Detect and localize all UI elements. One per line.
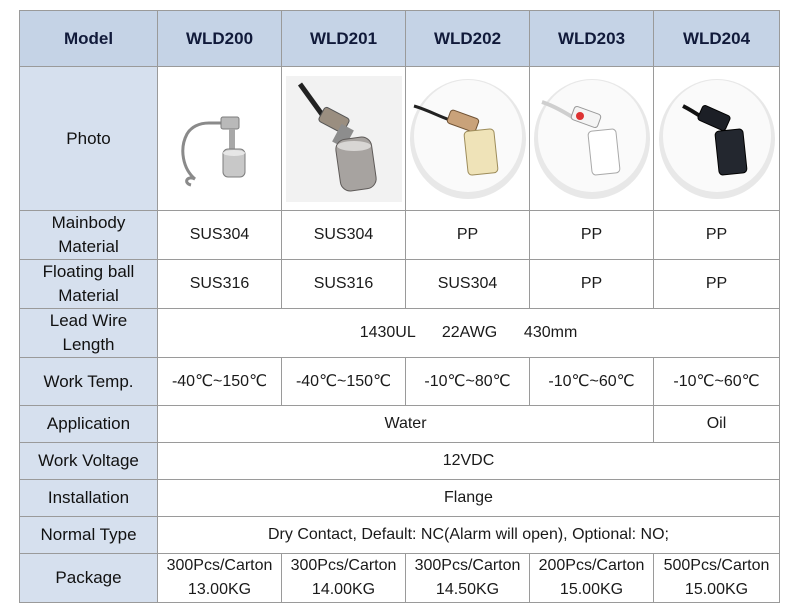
package-value	[530, 554, 654, 603]
mainbody-value: SUS304	[282, 211, 406, 260]
photo-row	[20, 67, 780, 211]
lead-wire-label	[20, 309, 158, 358]
work-temp-row	[20, 358, 780, 406]
package-carton: 200Pcs/Carton	[538, 557, 645, 574]
work-temp-label: Work Temp.	[20, 358, 158, 406]
lead-wire-label-line1: Lead Wire	[49, 311, 128, 330]
model-header-wld203: WLD203	[530, 11, 654, 67]
work-temp-value: -40℃~150℃	[282, 358, 406, 406]
header-row	[20, 11, 780, 67]
application-row	[20, 406, 780, 443]
model-header: Model	[20, 11, 158, 67]
package-value	[406, 554, 530, 603]
floating-ball-label	[20, 260, 158, 309]
mainbody-value: PP	[654, 211, 780, 260]
application-label: Application	[20, 406, 158, 443]
work-voltage-label: Work Voltage	[20, 443, 158, 480]
package-weight: 14.00KG	[311, 581, 376, 598]
package-value	[282, 554, 406, 603]
package-value	[654, 554, 780, 603]
package-carton: 300Pcs/Carton	[414, 557, 521, 574]
model-header-wld200: WLD200	[158, 11, 282, 67]
mainbody-row	[20, 211, 780, 260]
model-header-wld202: WLD202	[406, 11, 530, 67]
installation-value: Flange	[158, 480, 780, 517]
package-row	[20, 554, 780, 603]
floating-ball-row	[20, 260, 780, 309]
float-switch-image	[408, 76, 528, 202]
float-switch-image	[532, 76, 652, 202]
floating-ball-value: SUS304	[406, 260, 530, 309]
work-temp-value: -10℃~80℃	[406, 358, 530, 406]
package-carton: 500Pcs/Carton	[663, 557, 770, 574]
spec-table	[19, 10, 780, 603]
float-switch-image	[165, 79, 275, 199]
lead-wire-label-line2: Length	[62, 335, 115, 354]
float-switch-image	[657, 76, 777, 202]
normal-type-row	[20, 517, 780, 554]
floating-ball-value: PP	[530, 260, 654, 309]
work-voltage-value: 12VDC	[158, 443, 780, 480]
normal-type-label: Normal Type	[20, 517, 158, 554]
photo-label: Photo	[20, 67, 158, 211]
floating-ball-label-line2: Material	[58, 286, 119, 305]
work-temp-value: -10℃~60℃	[654, 358, 780, 406]
lead-wire-row	[20, 309, 780, 358]
float-switch-image	[286, 76, 402, 202]
photo-wld202	[406, 67, 530, 211]
lead-wire-value: 1430UL 22AWG 430mm	[158, 309, 780, 358]
work-temp-value: -10℃~60℃	[530, 358, 654, 406]
package-weight: 15.00KG	[559, 581, 624, 598]
photo-wld201	[282, 67, 406, 211]
mainbody-label-line2: Material	[58, 237, 119, 256]
package-carton: 300Pcs/Carton	[290, 557, 397, 574]
floating-ball-value: PP	[654, 260, 780, 309]
work-temp-value: -40℃~150℃	[158, 358, 282, 406]
mainbody-value: SUS304	[158, 211, 282, 260]
normal-type-value: Dry Contact, Default: NC(Alarm will open), Optional: NO;	[158, 517, 780, 554]
mainbody-label-line1: Mainbody	[51, 213, 126, 232]
photo-wld200	[158, 67, 282, 211]
package-carton: 300Pcs/Carton	[166, 557, 273, 574]
photo-wld204	[654, 67, 780, 211]
application-value-water: Water	[158, 406, 654, 443]
installation-row	[20, 480, 780, 517]
work-voltage-row	[20, 443, 780, 480]
mainbody-value: PP	[406, 211, 530, 260]
package-weight: 14.50KG	[435, 581, 500, 598]
package-weight: 15.00KG	[684, 581, 749, 598]
floating-ball-value: SUS316	[158, 260, 282, 309]
floating-ball-value: SUS316	[282, 260, 406, 309]
installation-label: Installation	[20, 480, 158, 517]
mainbody-label	[20, 211, 158, 260]
package-weight: 13.00KG	[187, 581, 252, 598]
mainbody-value: PP	[530, 211, 654, 260]
floating-ball-label-line1: Floating ball	[42, 262, 135, 281]
application-value-oil: Oil	[654, 406, 780, 443]
photo-wld203	[530, 67, 654, 211]
model-header-wld201: WLD201	[282, 11, 406, 67]
package-label: Package	[20, 554, 158, 603]
model-header-wld204: WLD204	[654, 11, 780, 67]
package-value	[158, 554, 282, 603]
